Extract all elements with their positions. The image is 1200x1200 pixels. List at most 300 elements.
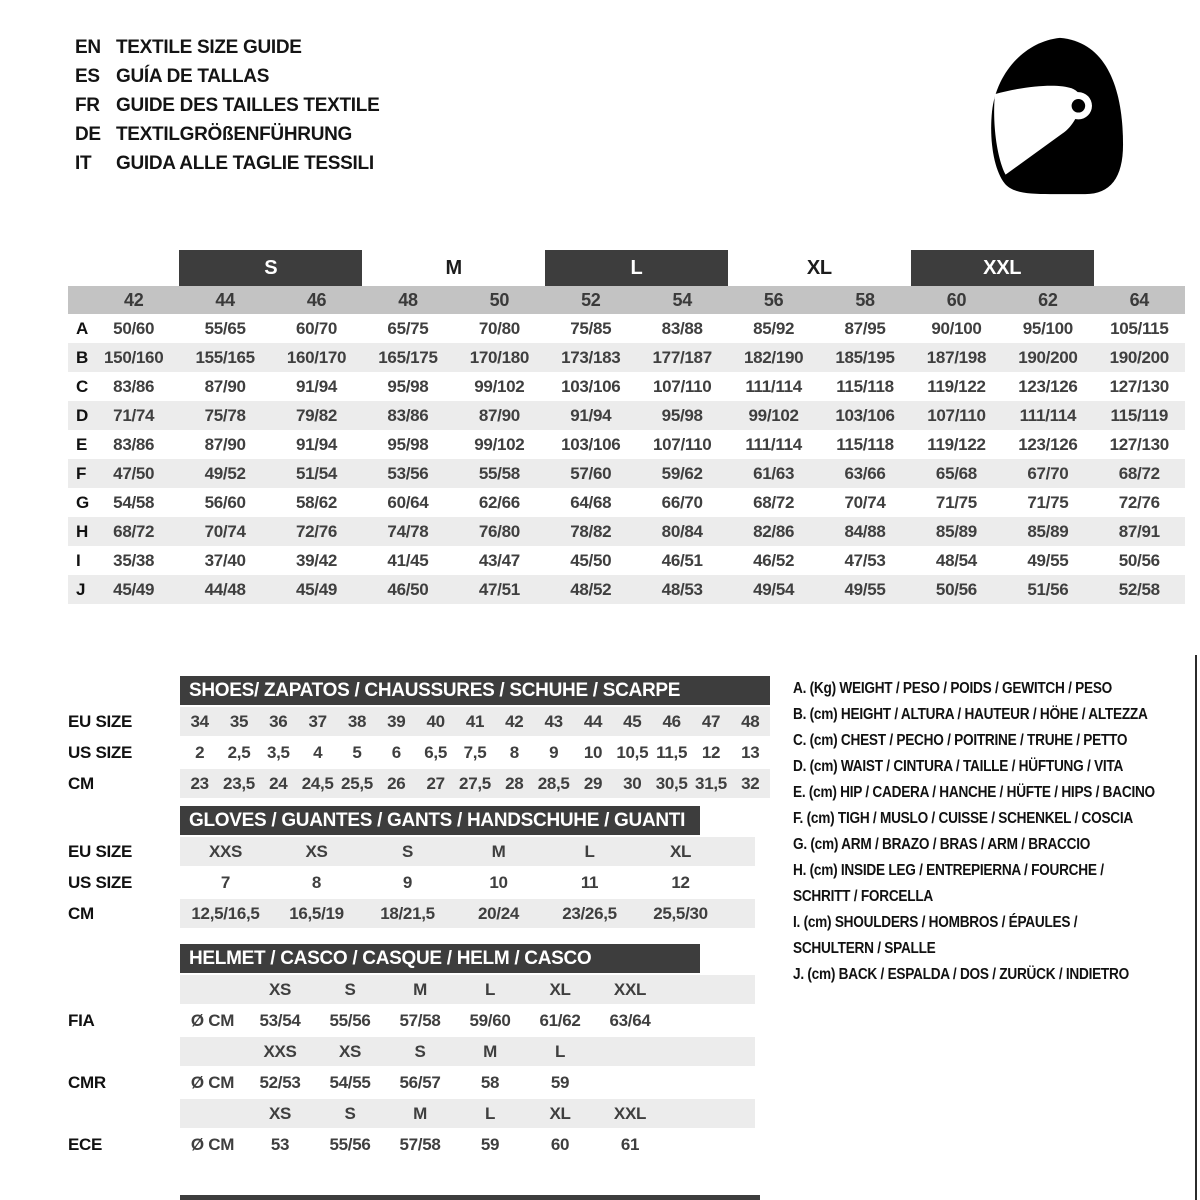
measurement-row	[68, 372, 1185, 401]
helmet-size-value: 57/58	[399, 1134, 441, 1154]
measurement-value: 150/160	[104, 347, 164, 367]
measurement-value: 55/65	[204, 318, 246, 338]
size-group-xxl: XXL	[911, 250, 1094, 286]
measurement-value: 127/130	[1109, 434, 1169, 454]
measurement-value: 74/78	[387, 521, 429, 541]
measurement-row	[68, 517, 1185, 546]
size-value: 20/24	[477, 903, 520, 923]
helmet-size-value: 59	[480, 1134, 500, 1154]
size-value: 3,5	[266, 742, 290, 762]
measurement-value: 46/52	[753, 550, 795, 570]
size-value: 16,5/19	[289, 903, 344, 923]
helmet-size-row	[68, 975, 755, 1004]
row-letter: I	[76, 550, 81, 570]
size-group-s: S	[179, 250, 362, 286]
measurement-value: 50/56	[935, 579, 977, 599]
measurement-value: 79/82	[296, 405, 338, 425]
legend-item	[793, 832, 1171, 858]
size-value: 46	[662, 711, 681, 731]
language-code: DE	[75, 123, 101, 145]
measurement-value: 190/200	[1018, 347, 1078, 367]
measurement-row	[68, 314, 1185, 343]
measurement-value: 85/92	[753, 318, 795, 338]
helmet-size-label: XXL	[613, 1103, 647, 1123]
measurement-value: 51/54	[296, 463, 338, 483]
measurement-value: 82/86	[753, 521, 795, 541]
helmet-size-label: XXL	[613, 979, 647, 999]
measurement-value: 115/119	[1110, 405, 1169, 425]
helmet-values	[180, 1130, 755, 1159]
language-title-list	[75, 33, 379, 178]
measurement-value: 83/86	[113, 376, 155, 396]
row-letter: C	[76, 376, 88, 396]
row-letter: B	[76, 347, 88, 367]
size-group-xl: XL	[806, 256, 832, 279]
standard-label: ECE	[68, 1134, 103, 1154]
size-row-spacer	[68, 286, 88, 314]
language-row	[75, 149, 379, 178]
measurement-value: 87/91	[1118, 521, 1160, 541]
language-title: GUÍA DE TALLAS	[116, 65, 270, 87]
helmet-size-row	[68, 1037, 755, 1066]
helmet-size-label: XS	[268, 1103, 292, 1123]
row-letter: G	[76, 492, 89, 512]
measurement-value: 91/94	[570, 405, 612, 425]
size-value: 2	[195, 742, 205, 762]
measurement-value: 105/115	[1110, 318, 1169, 338]
right-edge-line	[1195, 655, 1197, 1200]
size-value: 6,5	[424, 742, 448, 762]
measurement-value: 119/122	[927, 376, 986, 396]
row-letter: D	[76, 405, 88, 425]
strip-header-spacer	[68, 806, 180, 835]
size-value: S	[401, 841, 414, 861]
measurement-value: 127/130	[1109, 376, 1169, 396]
measurement-value: 60/64	[387, 492, 429, 512]
size-value: 34	[190, 711, 209, 731]
row-values	[180, 738, 770, 767]
measurement-value: 56/60	[204, 492, 246, 512]
measurement-value: 48/53	[661, 579, 703, 599]
measurement-value: 47/50	[113, 463, 155, 483]
standard-label: FIA	[68, 1010, 95, 1030]
size-value: 32	[741, 773, 760, 793]
size-column-header: 50	[489, 289, 510, 310]
size-value: 26	[387, 773, 406, 793]
language-code: EN	[75, 36, 101, 58]
diameter-spacer	[180, 975, 245, 1004]
measurement-row	[68, 401, 1185, 430]
helmet-size-value: 61	[620, 1134, 640, 1154]
legend-line: I. (cm) SHOULDERS / HOMBROS / ÉPAULES /	[793, 914, 1078, 931]
legend-item	[793, 910, 1171, 962]
language-code: ES	[75, 65, 100, 87]
helmet-size-row	[68, 1099, 755, 1128]
row-label: CM	[68, 773, 94, 793]
measurement-value: 107/110	[927, 405, 986, 425]
size-row	[68, 899, 755, 928]
measurement-value: 45/50	[570, 550, 612, 570]
legend-item	[793, 858, 1171, 910]
helmet-size-value: 59/60	[469, 1010, 511, 1030]
size-value: L	[584, 841, 595, 861]
measurement-value: 78/82	[570, 521, 612, 541]
size-value: 12	[671, 872, 690, 892]
size-value: 28,5	[537, 773, 570, 793]
measurement-value: 46/50	[387, 579, 429, 599]
size-row	[68, 837, 755, 866]
measurement-value: 53/56	[387, 463, 429, 483]
helmet-size-value: 61/62	[539, 1010, 581, 1030]
size-column-header: 62	[1038, 289, 1058, 310]
helmet-size-table	[68, 944, 755, 1159]
size-value: 23,5	[223, 773, 255, 793]
language-code: IT	[75, 152, 92, 174]
size-column-header: 64	[1129, 289, 1149, 310]
helmet-size-label: L	[484, 979, 496, 999]
helmet-size-value: 53	[270, 1134, 290, 1154]
helmet-size-label	[595, 1037, 665, 1066]
measurement-value: 68/72	[753, 492, 795, 512]
measurement-value: 55/58	[478, 463, 520, 483]
helmet-size-label: XS	[338, 1041, 362, 1061]
measurement-value: 119/122	[927, 434, 986, 454]
measurement-value: 54/58	[113, 492, 155, 512]
size-value: 38	[347, 711, 367, 731]
legend-line: SCHRITT / FORCELLA	[793, 888, 933, 905]
band-spacer	[68, 250, 179, 286]
language-title: GUIDA ALLE TAGLIE TESSILI	[116, 152, 374, 174]
measurement-value: 45/49	[296, 579, 338, 599]
measurement-value: 76/80	[478, 521, 520, 541]
size-value: 13	[741, 742, 760, 762]
measurement-legend	[793, 676, 1171, 988]
size-value: 23	[190, 773, 209, 793]
measurement-value: 41/45	[387, 550, 429, 570]
diameter-spacer	[180, 1099, 245, 1128]
measurement-value: 99/102	[474, 434, 525, 454]
size-value: 8	[311, 872, 322, 892]
size-column-header: 58	[855, 289, 875, 310]
strip-header-row	[68, 676, 770, 705]
measurement-value: 111/114	[745, 376, 802, 396]
size-column-header: 60	[946, 289, 967, 310]
size-value: 11,5	[656, 742, 688, 762]
measurement-value: 84/88	[844, 521, 886, 541]
language-title: TEXTILE SIZE GUIDE	[116, 36, 302, 58]
legend-item	[793, 728, 1171, 754]
measurement-value: 87/90	[478, 405, 520, 425]
size-value: 6	[391, 742, 401, 762]
measurement-value: 71/74	[113, 405, 155, 425]
measurement-value: 160/170	[286, 347, 347, 367]
measurement-value: 177/187	[652, 347, 712, 367]
row-label: CM	[68, 903, 94, 923]
row-letter: A	[76, 318, 88, 338]
helmet-icon	[978, 32, 1138, 197]
legend-line: C. (cm) CHEST / PECHO / POITRINE / TRUHE / PETTO	[793, 732, 1128, 749]
strip-header-row	[68, 944, 755, 973]
size-value: M	[491, 841, 506, 861]
helmet-size-label: M	[413, 1103, 427, 1123]
row-label: EU SIZE	[68, 841, 133, 861]
helmet-size-value: 55/56	[329, 1010, 371, 1030]
size-column-header: 42	[123, 289, 144, 310]
size-value: 43	[544, 711, 563, 731]
measurement-value: 70/80	[478, 318, 520, 338]
helmet-size-value: 60	[550, 1134, 570, 1154]
helmet-size-label: M	[483, 1041, 497, 1061]
section-title: GLOVES / GUANTES / GANTS / HANDSCHUHE / GUANTI	[180, 806, 700, 835]
size-value: 44	[583, 711, 603, 731]
measurement-value: 182/190	[743, 347, 804, 367]
size-value: 10,5	[616, 742, 649, 762]
size-value: 31,5	[695, 773, 727, 793]
measurement-value: 111/114	[745, 434, 802, 454]
measurement-value: 48/52	[570, 579, 612, 599]
size-value: 47	[701, 711, 721, 731]
measurement-value: 64/68	[570, 492, 612, 512]
measurement-value: 83/88	[661, 318, 703, 338]
legend-item	[793, 806, 1171, 832]
language-title: TEXTILGRÖßENFÜHRUNG	[116, 123, 353, 145]
measurement-value: 60/70	[296, 318, 338, 338]
size-value: 42	[505, 711, 524, 731]
measurement-value: 61/63	[753, 463, 795, 483]
language-row	[75, 33, 379, 62]
measurement-value: 37/40	[204, 550, 246, 570]
helmet-size-label: L	[554, 1041, 566, 1061]
measurement-value: 71/75	[935, 492, 977, 512]
measurement-value: 155/165	[195, 347, 255, 367]
row-label: US SIZE	[68, 872, 133, 892]
diameter-spacer	[180, 1037, 245, 1066]
size-value: 41	[465, 711, 485, 731]
measurement-value: 35/38	[113, 550, 155, 570]
measurement-value: 103/106	[561, 376, 621, 396]
measurement-value: 83/86	[387, 405, 429, 425]
measurement-value: 173/183	[561, 347, 621, 367]
measurement-value: 68/72	[113, 521, 155, 541]
measurement-value: 66/70	[661, 492, 703, 512]
measurement-value: 49/55	[1027, 550, 1069, 570]
size-value: 4	[313, 742, 323, 762]
helmet-size-value: 52/53	[259, 1072, 301, 1092]
size-value: 11	[580, 872, 599, 892]
measurement-value: 52/58	[1118, 579, 1160, 599]
measurement-value: 91/94	[296, 434, 338, 454]
helmet-size-spacer	[68, 1037, 180, 1066]
measurement-value: 45/49	[113, 579, 155, 599]
cropped-table-bar	[180, 1195, 760, 1200]
row-values	[180, 899, 755, 928]
size-column-header: 46	[306, 289, 327, 310]
measurement-value: 95/98	[387, 434, 429, 454]
measurement-value: 50/56	[1118, 550, 1160, 570]
measurement-value: 57/60	[570, 463, 612, 483]
measurement-value: 44/48	[204, 579, 246, 599]
helmet-size-label: S	[344, 979, 356, 999]
size-value: 25,5/30	[653, 903, 708, 923]
measurement-row	[68, 488, 1185, 517]
legend-line: SCHULTERN / SPALLE	[793, 940, 936, 957]
measurement-value: 190/200	[1109, 347, 1169, 367]
measurement-value: 46/51	[661, 550, 703, 570]
language-title: GUIDE DES TAILLES TEXTILE	[116, 94, 380, 116]
legend-line: B. (cm) HEIGHT / ALTURA / HAUTEUR / HÖHE / ALTEZZA	[793, 706, 1148, 723]
size-value: 18/21,5	[380, 903, 435, 923]
legend-item	[793, 962, 1171, 988]
helmet-value-row	[68, 1068, 755, 1097]
helmet-size-value: 55/56	[329, 1134, 371, 1154]
legend-line: G. (cm) ARM / BRAZO / BRAS / ARM / BRACCIO	[793, 836, 1091, 853]
measurement-value: 99/102	[474, 376, 525, 396]
size-group-m: M	[445, 256, 462, 279]
diameter-label: Ø CM	[190, 1134, 235, 1154]
strip-header-spacer	[68, 944, 180, 973]
measurement-value: 83/86	[113, 434, 155, 454]
row-values	[180, 707, 770, 736]
measurement-value: 65/75	[387, 318, 429, 338]
helmet-size-value: 58	[480, 1072, 500, 1092]
size-value: 30	[623, 773, 642, 793]
measurement-value: 123/126	[1018, 376, 1078, 396]
measurement-value: 123/126	[1018, 434, 1078, 454]
helmet-size-label: L	[484, 1103, 496, 1123]
measurement-value: 95/98	[661, 405, 703, 425]
size-column-header: 44	[215, 289, 235, 310]
helmet-sizes	[180, 1037, 755, 1066]
measurement-row	[68, 546, 1185, 575]
measurement-value: 185/195	[835, 347, 895, 367]
measurement-value: 39/42	[296, 550, 338, 570]
size-column-header: 48	[398, 289, 418, 310]
measurement-row	[68, 343, 1185, 372]
measurement-value: 99/102	[748, 405, 799, 425]
measurement-value: 115/118	[836, 434, 894, 454]
measurement-value: 67/70	[1027, 463, 1069, 483]
helmet-size-value: 63/64	[609, 1010, 651, 1030]
size-value: 10	[583, 742, 603, 762]
helmet-sizes	[180, 1099, 755, 1128]
strip-header-spacer	[68, 676, 180, 705]
measurement-value: 75/78	[204, 405, 246, 425]
measurement-value: 107/110	[652, 376, 712, 396]
size-value: 25,5	[341, 773, 373, 793]
legend-item	[793, 754, 1171, 780]
measurement-value: 65/68	[935, 463, 977, 483]
measurement-value: 187/198	[926, 347, 987, 367]
measurement-value: 63/66	[844, 463, 886, 483]
size-value: XS	[305, 841, 328, 861]
measurement-value: 107/110	[652, 434, 712, 454]
size-value: 29	[583, 773, 603, 793]
helmet-size-value: 59	[550, 1072, 570, 1092]
measurement-value: 80/84	[661, 521, 703, 541]
measurement-value: 72/76	[296, 521, 338, 541]
size-value: 7,5	[463, 742, 487, 762]
helmet-size-value: 57/58	[399, 1010, 441, 1030]
legend-item	[793, 702, 1171, 728]
section-title: HELMET / CASCO / CASQUE / HELM / CASCO	[180, 944, 700, 973]
size-value: 2,5	[227, 742, 251, 762]
measurement-value: 51/56	[1027, 579, 1069, 599]
size-value: 24	[269, 773, 288, 793]
size-value: 23/26,5	[562, 903, 617, 923]
measurement-value: 95/98	[387, 376, 429, 396]
size-value: 5	[352, 742, 362, 762]
helmet-size-value: 56/57	[399, 1072, 441, 1092]
size-value: XL	[669, 841, 692, 861]
size-column-header: 52	[581, 289, 601, 310]
measurement-value: 95/100	[1022, 318, 1073, 338]
size-value: 12,5/16,5	[191, 903, 260, 923]
measurement-value: 85/89	[1027, 521, 1069, 541]
size-value: 27,5	[459, 773, 491, 793]
size-row	[68, 868, 755, 897]
language-row	[75, 62, 379, 91]
size-value: 12	[701, 742, 721, 762]
size-value: 37	[308, 711, 327, 731]
helmet-sizes	[180, 975, 755, 1004]
measurement-value: 70/74	[204, 521, 246, 541]
measurement-value: 59/62	[661, 463, 703, 483]
measurement-value: 58/62	[296, 492, 338, 512]
measurement-value: 50/60	[113, 318, 155, 338]
helmet-values	[180, 1006, 755, 1035]
diameter-label: Ø CM	[190, 1072, 235, 1092]
measurement-value: 90/100	[931, 318, 982, 338]
size-value: 48	[741, 711, 760, 731]
helmet-size-label: M	[413, 979, 427, 999]
size-value: 40	[426, 711, 445, 731]
measurement-value: 71/75	[1027, 492, 1069, 512]
size-value: 8	[509, 742, 519, 762]
measurement-value: 87/90	[204, 376, 246, 396]
helmet-size-value	[595, 1068, 665, 1097]
strip-header-row	[68, 806, 755, 835]
measurement-value: 43/47	[478, 550, 520, 570]
legend-line: D. (cm) WAIST / CINTURA / TAILLE / HÜFTUNG / VITA	[793, 758, 1124, 775]
measurement-row	[68, 430, 1185, 459]
measurement-value: 49/52	[204, 463, 246, 483]
helmet-size-label: S	[344, 1103, 356, 1123]
helmet-size-label: XXS	[263, 1041, 297, 1061]
size-value: 7	[220, 872, 231, 892]
language-row	[75, 120, 379, 149]
helmet-size-spacer	[68, 1099, 180, 1128]
measurement-value: 111/114	[1019, 405, 1077, 425]
size-value: 45	[623, 711, 642, 731]
measurement-value: 72/76	[1118, 492, 1160, 512]
measurement-value: 49/54	[753, 579, 795, 599]
row-values	[180, 837, 755, 866]
measurement-value: 47/53	[844, 550, 886, 570]
measurement-value: 103/106	[835, 405, 895, 425]
size-band-row	[68, 250, 1185, 286]
standard-label: CMR	[68, 1072, 106, 1092]
measurement-value: 70/74	[844, 492, 886, 512]
size-value: 9	[402, 872, 413, 892]
measurement-value: 47/51	[478, 579, 520, 599]
helmet-size-spacer	[68, 975, 180, 1004]
legend-line: F. (cm) TIGH / MUSLO / CUISSE / SCHENKEL / COSCIA	[793, 810, 1133, 827]
helmet-value-row	[68, 1006, 755, 1035]
legend-line: J. (cm) BACK / ESPALDA / DOS / ZURÜCK / INDIETRO	[793, 966, 1129, 983]
measurement-value: 68/72	[1118, 463, 1160, 483]
measurement-value: 115/118	[836, 376, 894, 396]
size-row	[68, 769, 770, 798]
